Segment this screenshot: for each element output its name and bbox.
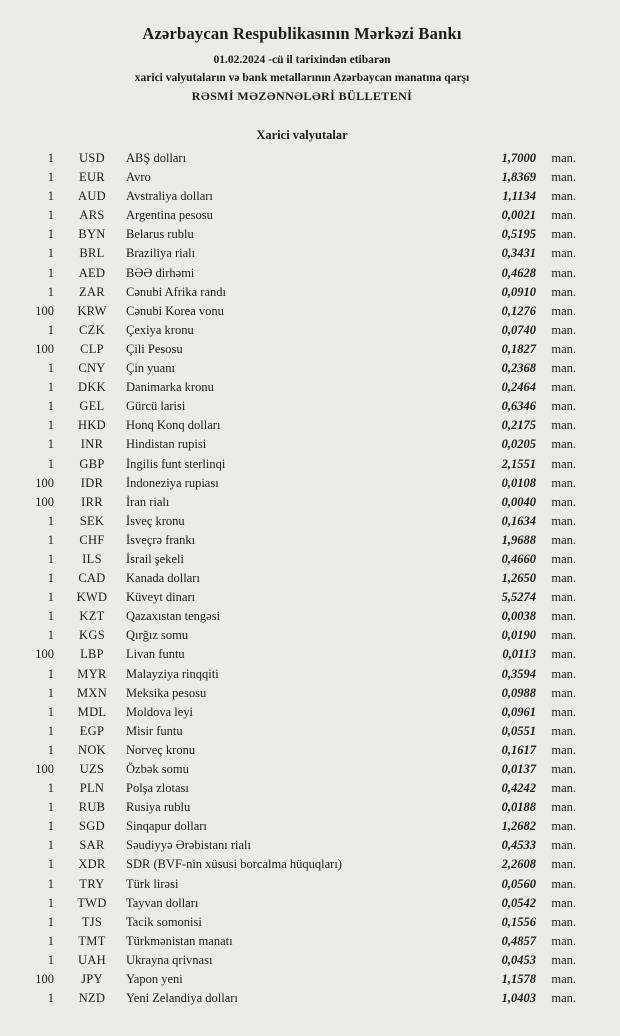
quantity-cell: 1 [47, 628, 54, 643]
unit-cell: man. [551, 685, 576, 700]
currency-name-cell: Çin yuanı [126, 361, 175, 376]
currency-name-cell: Yapon yeni [126, 972, 183, 987]
rate-value-cell: 0,2175 [501, 418, 536, 433]
currency-code-cell: TWD [77, 895, 107, 910]
rate-value-cell: 0,4857 [501, 933, 536, 948]
rate-value-cell: 1,9688 [501, 532, 536, 547]
rate-row [28, 416, 576, 435]
quantity-cell: 1 [47, 933, 54, 948]
unit-cell: man. [551, 933, 576, 948]
currency-code-cell: NOK [78, 742, 106, 757]
rate-value-cell: 0,0113 [502, 647, 536, 662]
currency-name-cell: Danimarka kronu [126, 380, 214, 395]
unit-cell: man. [551, 800, 576, 815]
quantity-cell: 1 [47, 189, 54, 204]
rate-row [28, 149, 576, 168]
currency-name-cell: Kanada dolları [126, 571, 200, 586]
unit-cell: man. [551, 895, 576, 910]
rate-value-cell: 0,1827 [501, 341, 536, 356]
rate-row [28, 283, 576, 302]
quantity-cell: 1 [47, 742, 54, 757]
currency-code-cell: RUB [78, 800, 106, 815]
rate-row [28, 168, 576, 187]
rate-value-cell: 0,0542 [501, 895, 536, 910]
rate-value-cell: 0,4242 [501, 781, 536, 796]
rate-row [28, 244, 576, 263]
rate-row [28, 894, 576, 913]
rate-row [28, 378, 576, 397]
currency-name-cell: Gürcü larisi [126, 399, 186, 414]
currency-name-cell: Norveç kronu [126, 742, 196, 757]
unit-cell: man. [551, 991, 576, 1006]
rate-row [28, 550, 576, 569]
unit-cell: man. [551, 322, 576, 337]
quantity-cell: 1 [47, 418, 54, 433]
currency-code-cell: ARS [79, 208, 105, 223]
quantity-cell: 1 [47, 876, 54, 891]
currency-name-cell: Küveyt dinarı [126, 590, 196, 605]
currency-code-cell: IRR [81, 494, 103, 509]
rate-value-cell: 1,1134 [502, 189, 536, 204]
unit-cell: man. [551, 475, 576, 490]
currency-name-cell: Cənubi Afrika randı [126, 284, 226, 299]
quantity-cell: 100 [35, 972, 54, 987]
page-title: Azərbaycan Respublikasının Mərkəzi Bankı [142, 24, 462, 43]
quantity-cell: 1 [47, 952, 54, 967]
rate-row [28, 703, 576, 722]
currency-name-cell: Özbək somu [126, 762, 189, 776]
unit-cell: man. [551, 571, 576, 586]
currency-code-cell: INR [80, 437, 104, 452]
currency-name-cell: İngilis funt sterlinqi [126, 456, 226, 471]
currency-code-cell: MXN [76, 685, 108, 700]
currency-code-cell: MDL [77, 704, 107, 719]
currency-code-cell: USD [79, 151, 105, 165]
rate-value-cell: 0,0560 [501, 876, 536, 891]
rate-value-cell: 0,5195 [501, 227, 536, 242]
rate-value-cell: 0,0988 [501, 685, 536, 700]
unit-cell: man. [551, 246, 576, 261]
rate-value-cell: 0,0205 [501, 437, 536, 452]
rate-row [28, 798, 576, 817]
currency-name-cell: Qazaxıstan tengəsi [126, 609, 221, 624]
rate-value-cell: 0,0190 [501, 628, 536, 643]
rate-row [28, 836, 576, 855]
rates-table [28, 149, 576, 1008]
currency-code-cell: BYN [78, 227, 106, 242]
quantity-cell: 1 [47, 437, 54, 452]
quantity-cell: 1 [47, 590, 54, 605]
rate-row [28, 588, 576, 607]
unit-cell: man. [551, 189, 576, 204]
currency-name-cell: Rusiya rublu [126, 800, 191, 815]
currency-name-cell: Honq Konq dolları [126, 418, 221, 433]
rate-value-cell: 0,0453 [501, 952, 536, 967]
currency-name-cell: İndoneziya rupiası [126, 475, 219, 490]
rate-row [28, 875, 576, 894]
currency-name-cell: Polşa zlotası [126, 781, 189, 796]
document-subtitle: xarici valyutaların və bank metallarının Azərbaycan manatına qarşı [134, 72, 470, 84]
rate-row [28, 206, 576, 225]
rate-row [28, 512, 576, 531]
quantity-cell: 1 [47, 456, 54, 471]
unit-cell: man. [551, 284, 576, 299]
currency-code-cell: GEL [79, 399, 105, 414]
rate-value-cell: 0,1634 [501, 513, 536, 528]
rate-value-cell: 1,7000 [501, 151, 536, 165]
unit-cell: man. [551, 838, 576, 853]
currency-code-cell: GBP [79, 456, 105, 471]
currency-name-cell: İsrail şekeli [126, 551, 184, 566]
unit-cell: man. [551, 952, 576, 967]
currency-code-cell: DKK [78, 380, 106, 395]
quantity-cell: 100 [35, 303, 54, 318]
quantity-cell: 1 [47, 322, 54, 337]
unit-cell: man. [551, 456, 576, 471]
unit-cell: man. [551, 628, 576, 643]
currency-name-cell: Livan funtu [126, 647, 185, 662]
currency-code-cell: MYR [77, 666, 107, 681]
currency-code-cell: CNY [78, 361, 106, 376]
currency-name-cell: Belarus rublu [126, 227, 194, 242]
rate-value-cell: 0,0551 [501, 723, 536, 738]
quantity-cell: 1 [47, 819, 54, 834]
currency-name-cell: Misir funtu [126, 723, 183, 738]
quantity-cell: 100 [35, 647, 54, 662]
rate-row [28, 474, 576, 493]
rate-value-cell: 0,0910 [501, 284, 536, 299]
rate-row [28, 970, 576, 989]
quantity-cell: 1 [47, 551, 54, 566]
currency-code-cell: CHF [79, 532, 105, 547]
unit-cell: man. [551, 227, 576, 242]
rate-value-cell: 0,4533 [501, 838, 536, 853]
currency-code-cell: SEK [79, 513, 105, 528]
rate-value-cell: 1,2682 [501, 819, 536, 834]
rate-row [28, 913, 576, 932]
currency-name-cell: İsveç kronu [126, 513, 185, 528]
quantity-cell: 1 [47, 914, 54, 929]
currency-name-cell: Braziliya rialı [126, 246, 196, 261]
quantity-cell: 100 [35, 341, 54, 356]
rate-value-cell: 2,2608 [501, 857, 536, 872]
rate-row [28, 855, 576, 874]
rate-row [28, 435, 576, 454]
quantity-cell: 1 [47, 208, 54, 223]
rate-value-cell: 0,0040 [501, 494, 536, 509]
quantity-cell: 1 [47, 571, 54, 586]
rate-value-cell: 0,1617 [501, 742, 536, 757]
rate-row [28, 779, 576, 798]
unit-cell: man. [551, 494, 576, 509]
rate-value-cell: 0,0188 [501, 800, 536, 815]
unit-cell: man. [551, 341, 576, 356]
rate-row [28, 722, 576, 741]
unit-cell: man. [551, 609, 576, 624]
document-header [28, 24, 576, 104]
currency-code-cell: ILS [82, 551, 102, 566]
rate-value-cell: 0,0961 [501, 704, 536, 719]
rate-value-cell: 0,0137 [501, 762, 536, 776]
unit-cell: man. [551, 551, 576, 566]
currency-name-cell: Türk lirəsi [126, 876, 179, 891]
unit-cell: man. [551, 170, 576, 185]
quantity-cell: 1 [47, 361, 54, 376]
rate-row [28, 932, 576, 951]
currency-code-cell: TMT [78, 933, 106, 948]
rate-row [28, 225, 576, 244]
bulletin-title: RƏSMİ MƏZƏNNƏLƏRİ BÜLLETENİ [191, 89, 413, 103]
currency-code-cell: JPY [81, 972, 103, 987]
quantity-cell: 1 [47, 704, 54, 719]
currency-name-cell: Səudiyyə Ərəbistanı rialı [126, 838, 251, 853]
rate-value-cell: 0,3594 [501, 666, 536, 681]
currency-code-cell: CLP [80, 341, 104, 356]
currency-code-cell: LBP [80, 647, 104, 662]
rate-value-cell: 0,6346 [501, 399, 536, 414]
quantity-cell: 1 [47, 265, 54, 280]
currency-name-cell: Malayziya rinqqiti [126, 666, 219, 681]
rate-row [28, 741, 576, 760]
rate-row [28, 645, 576, 664]
currency-code-cell: TJS [81, 914, 103, 929]
unit-cell: man. [551, 513, 576, 528]
quantity-cell: 1 [47, 609, 54, 624]
quantity-cell: 1 [47, 685, 54, 700]
rate-row [28, 817, 576, 836]
quantity-cell: 1 [47, 895, 54, 910]
unit-cell: man. [551, 208, 576, 223]
unit-cell: man. [551, 781, 576, 796]
rate-value-cell: 2,1551 [501, 456, 536, 471]
unit-cell: man. [551, 590, 576, 605]
currency-code-cell: XDR [78, 857, 106, 872]
currency-name-cell: Sinqapur dolları [126, 819, 207, 834]
currency-name-cell: Ukrayna qrivnası [126, 952, 213, 967]
rate-row [28, 397, 576, 416]
currency-code-cell: UZS [79, 762, 105, 776]
unit-cell: man. [551, 914, 576, 929]
currency-code-cell: EUR [79, 170, 105, 185]
currency-code-cell: NZD [78, 991, 106, 1006]
rate-row [28, 321, 576, 340]
rate-value-cell: 1,8369 [501, 170, 536, 185]
currency-code-cell: BRL [79, 246, 105, 261]
rate-value-cell: 0,1556 [501, 914, 536, 929]
rate-row [28, 302, 576, 321]
quantity-cell: 1 [47, 857, 54, 872]
unit-cell: man. [551, 361, 576, 376]
unit-cell: man. [551, 399, 576, 414]
quantity-cell: 1 [47, 399, 54, 414]
unit-cell: man. [551, 437, 576, 452]
currency-name-cell: İsveçrə frankı [126, 532, 196, 547]
section-title-foreign-currencies: Xarici valyutalar [256, 128, 348, 142]
rate-row [28, 665, 576, 684]
quantity-cell: 1 [47, 991, 54, 1006]
currency-name-cell: Türkmənistan manatı [126, 933, 233, 948]
rate-row [28, 359, 576, 378]
rate-value-cell: 0,0038 [501, 609, 536, 624]
currency-code-cell: ZAR [79, 284, 105, 299]
currency-code-cell: HKD [78, 418, 106, 433]
unit-cell: man. [551, 418, 576, 433]
currency-name-cell: İran rialı [126, 494, 170, 509]
rate-row [28, 187, 576, 206]
currency-name-cell: Çexiya kronu [126, 322, 194, 337]
rate-value-cell: 0,0108 [501, 475, 536, 490]
currency-name-cell: Argentina pesosu [126, 208, 213, 223]
rate-row [28, 951, 576, 970]
quantity-cell: 100 [35, 494, 54, 509]
currency-name-cell: Avstraliya dolları [126, 189, 213, 204]
rate-row [28, 989, 576, 1008]
rate-row [28, 760, 576, 779]
quantity-cell: 100 [35, 475, 54, 490]
currency-code-cell: SGD [79, 819, 105, 834]
currency-name-cell: Meksika pesosu [126, 685, 207, 700]
currency-code-cell: CAD [78, 571, 106, 586]
currency-code-cell: KRW [77, 303, 107, 318]
unit-cell: man. [551, 819, 576, 834]
unit-cell: man. [551, 666, 576, 681]
quantity-cell: 1 [47, 227, 54, 242]
rate-row [28, 607, 576, 626]
currency-code-cell: EGP [79, 723, 105, 738]
currency-code-cell: AUD [78, 189, 106, 204]
unit-cell: man. [551, 704, 576, 719]
quantity-cell: 1 [47, 723, 54, 738]
rate-row [28, 493, 576, 512]
currency-name-cell: Avro [126, 170, 151, 185]
rate-value-cell: 1,0403 [501, 991, 536, 1006]
rate-value-cell: 0,1276 [501, 303, 536, 318]
rate-row [28, 569, 576, 588]
currency-code-cell: SAR [79, 838, 105, 853]
unit-cell: man. [551, 265, 576, 280]
quantity-cell: 1 [47, 284, 54, 299]
unit-cell: man. [551, 723, 576, 738]
currency-code-cell: AED [78, 265, 106, 280]
quantity-cell: 1 [47, 800, 54, 815]
currency-code-cell: KZT [79, 609, 105, 624]
rate-row [28, 455, 576, 474]
quantity-cell: 1 [47, 513, 54, 528]
currency-name-cell: Hindistan rupisi [126, 437, 207, 452]
unit-cell: man. [551, 762, 576, 776]
quantity-cell: 1 [47, 666, 54, 681]
rate-row [28, 531, 576, 550]
currency-code-cell: UAH [78, 952, 106, 967]
currency-name-cell: SDR (BVF-nin xüsusi borcalma hüquqları) [126, 857, 342, 872]
unit-cell: man. [551, 876, 576, 891]
currency-name-cell: Tayvan dolları [126, 895, 199, 910]
rate-row [28, 684, 576, 703]
currency-name-cell: Cənubi Korea vonu [126, 303, 224, 318]
unit-cell: man. [551, 972, 576, 987]
currency-name-cell: Tacik somonisi [126, 914, 202, 929]
unit-cell: man. [551, 380, 576, 395]
currency-code-cell: KWD [76, 590, 108, 605]
unit-cell: man. [551, 742, 576, 757]
unit-cell: man. [551, 532, 576, 547]
unit-cell: man. [551, 857, 576, 872]
unit-cell: man. [551, 647, 576, 662]
currency-name-cell: ABŞ dolları [126, 151, 187, 165]
currency-name-cell: Qırğız somu [126, 628, 189, 643]
rate-row [28, 264, 576, 283]
rate-value-cell: 0,2464 [501, 380, 536, 395]
currency-code-cell: IDR [80, 475, 104, 490]
quantity-cell: 1 [47, 151, 54, 165]
unit-cell: man. [551, 303, 576, 318]
quantity-cell: 1 [47, 838, 54, 853]
rate-value-cell: 0,0021 [501, 208, 536, 223]
rate-value-cell: 1,1578 [501, 972, 536, 987]
currency-name-cell: Çili Pesosu [126, 341, 183, 356]
rate-value-cell: 1,2650 [501, 571, 536, 586]
quantity-cell: 1 [47, 781, 54, 796]
quantity-cell: 1 [47, 170, 54, 185]
currency-name-cell: Yeni Zelandiya dolları [126, 991, 238, 1006]
rate-value-cell: 0,4628 [501, 265, 536, 280]
quantity-cell: 1 [47, 380, 54, 395]
unit-cell: man. [551, 151, 576, 165]
rate-value-cell: 0,3431 [501, 246, 536, 261]
currency-name-cell: BƏƏ dirhəmi [126, 265, 195, 280]
currency-name-cell: Moldova leyi [126, 704, 194, 719]
rate-row [28, 340, 576, 359]
rate-row [28, 626, 576, 645]
currency-code-cell: KGS [79, 628, 105, 643]
rate-value-cell: 0,2368 [501, 361, 536, 376]
currency-code-cell: CZK [79, 322, 105, 337]
quantity-cell: 100 [35, 762, 54, 776]
effective-date-line: 01.02.2024 -cü il tarixindən etibarən [213, 54, 391, 66]
rate-value-cell: 0,0740 [501, 322, 536, 337]
rate-value-cell: 0,4660 [501, 551, 536, 566]
currency-code-cell: TRY [79, 876, 105, 891]
quantity-cell: 1 [47, 532, 54, 547]
quantity-cell: 1 [47, 246, 54, 261]
rate-value-cell: 5,5274 [501, 590, 536, 605]
currency-code-cell: PLN [79, 781, 105, 796]
